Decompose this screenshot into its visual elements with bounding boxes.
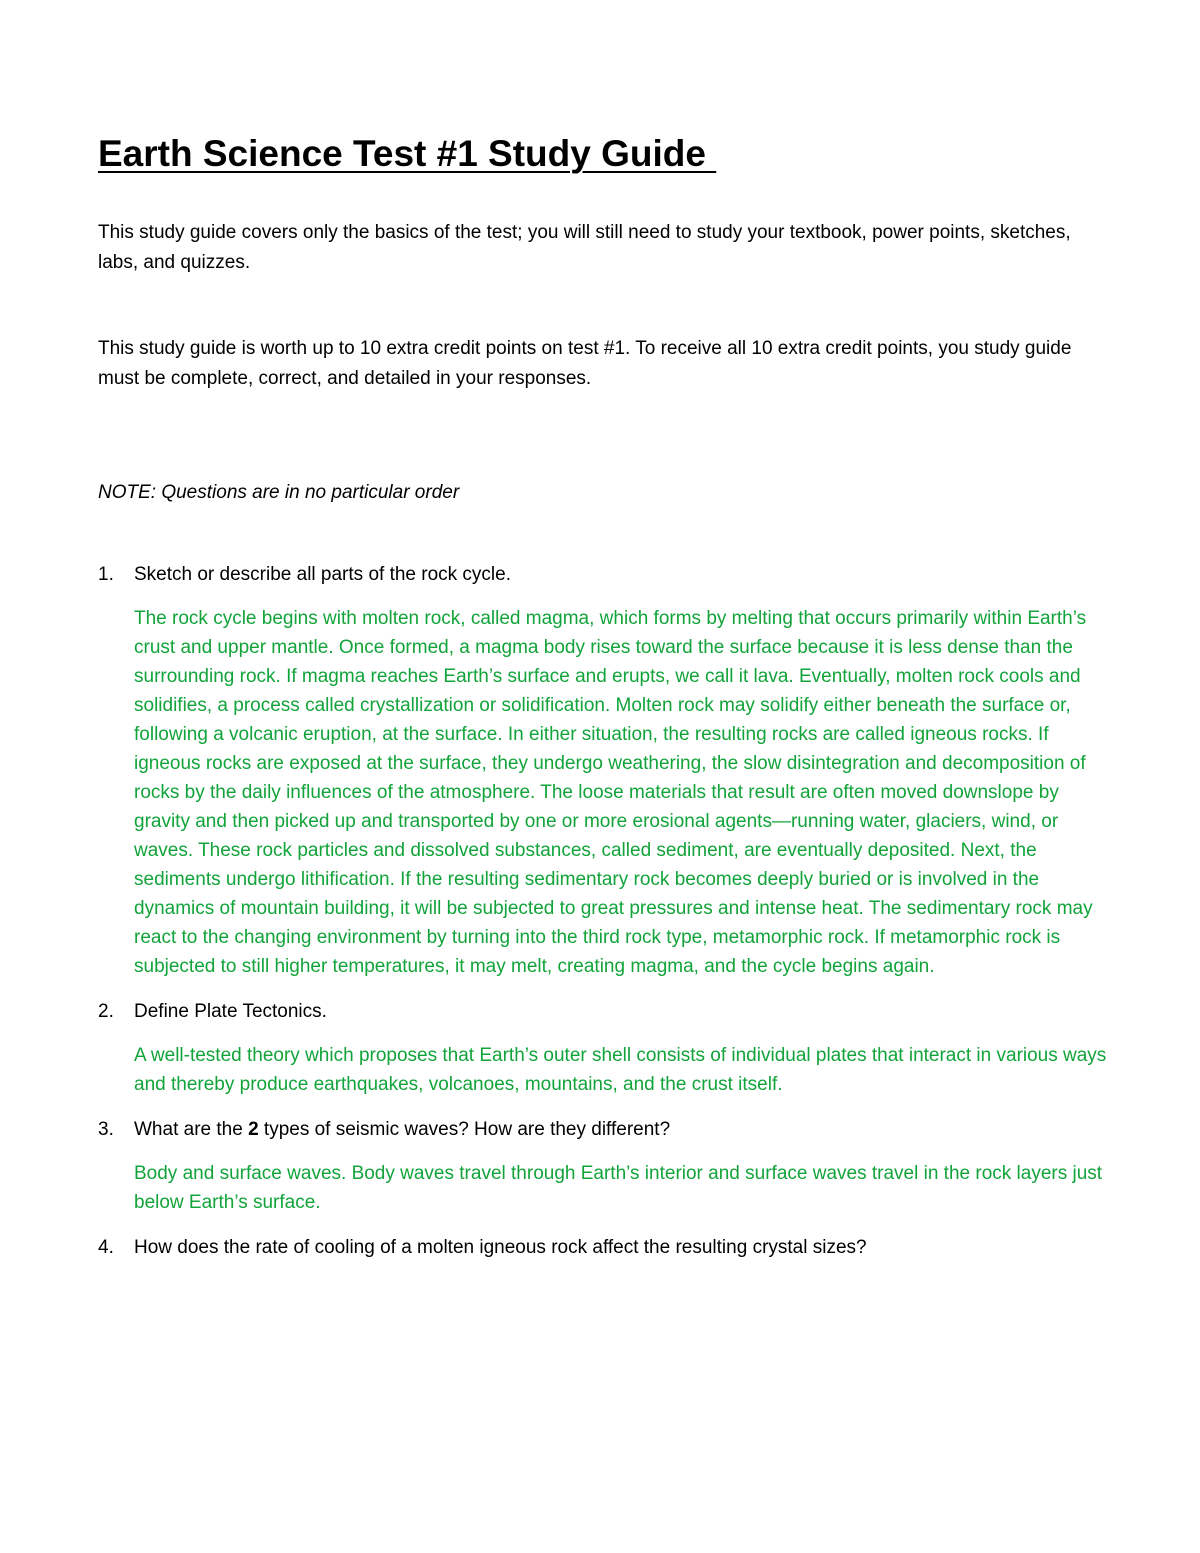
answer-text: Body and surface waves. Body waves travel through Earth’s interior and surface waves travel in the rock layers just below Earth’s surface. <box>134 1163 1103 1213</box>
question-text <box>134 1115 1108 1145</box>
question-item-2 <box>98 997 1108 1099</box>
document-page <box>98 130 1108 1279</box>
question-text: Define Plate Tectonics. <box>134 1001 327 1022</box>
intro-paragraph-1: This study guide covers only the basics of the test; you will still need to study your textbook, power points, sketches, labs, and quizzes. <box>98 222 1071 273</box>
question-text-after: types of seismic waves? How are they different? <box>258 1119 671 1140</box>
question-number: 3. <box>98 1119 114 1140</box>
question-item-4 <box>98 1233 1108 1263</box>
document-title: Earth Science Test #1 Study Guide <box>98 133 717 174</box>
question-text: Sketch or describe all parts of the rock cycle. <box>134 564 511 585</box>
question-text-before: What are the <box>134 1119 249 1140</box>
answer-text: The rock cycle begins with molten rock, called magma, which forms by melting that occurs primarily within Earth’s crust and upper mantle. Once formed, a magma body rises toward the surface because it is less dense than the surrounding rock. If magma reaches Earth’s surface and erupts, we call it lava. Eventually, molten rock cools and solidifies, a process called crystallization or solidification. Molten rock may solidify either beneath the surface or, following a volcanic eruption, at the surface. In either situation, the resulting rocks are called igneous rocks. If igneous rocks are exposed at the surface, they undergo weathering, the slow disintegration and decomposition of rocks by the daily influences of the atmosphere. The loose materials that result are often moved downslope by gravity and then picked up and transported by one or more erosional agents—running water, glaciers, wind, or waves. These rock particles and dissolved substances, called sediment, are eventually deposited. Next, the sediments undergo lithification. If the resulting sedimentary rock becomes deeply buried or is involved in the dynamics of mountain building, it will be subjected to great pressures and intense heat. The sedimentary rock may react to the changing environment by turning into the third rock type, metamorphic rock. If metamorphic rock is subjected to still higher temperatures, it may melt, creating magma, and the cycle begins again. <box>134 608 1093 977</box>
question-list <box>98 560 1108 1263</box>
intro-paragraph-2: This study guide is worth up to 10 extra credit points on test #1. To receive all 10 extra credit points, you study guide must be complete, correct, and detailed in your responses. <box>98 338 1072 389</box>
question-text-bold: 2 <box>248 1119 259 1140</box>
question-number: 1. <box>98 564 114 585</box>
note-text: NOTE: Questions are in no particular order <box>98 482 460 503</box>
question-text: How does the rate of cooling of a molten igneous rock affect the resulting crystal sizes? <box>134 1237 867 1258</box>
question-number: 4. <box>98 1237 114 1258</box>
question-number: 2. <box>98 1001 114 1022</box>
question-item-3 <box>98 1115 1108 1217</box>
question-item-1 <box>98 560 1108 981</box>
answer-text: A well-tested theory which proposes that Earth’s outer shell consists of individual plates that interact in various ways and thereby produce earthquakes, volcanoes, mountains, and the crust itself. <box>134 1045 1107 1095</box>
